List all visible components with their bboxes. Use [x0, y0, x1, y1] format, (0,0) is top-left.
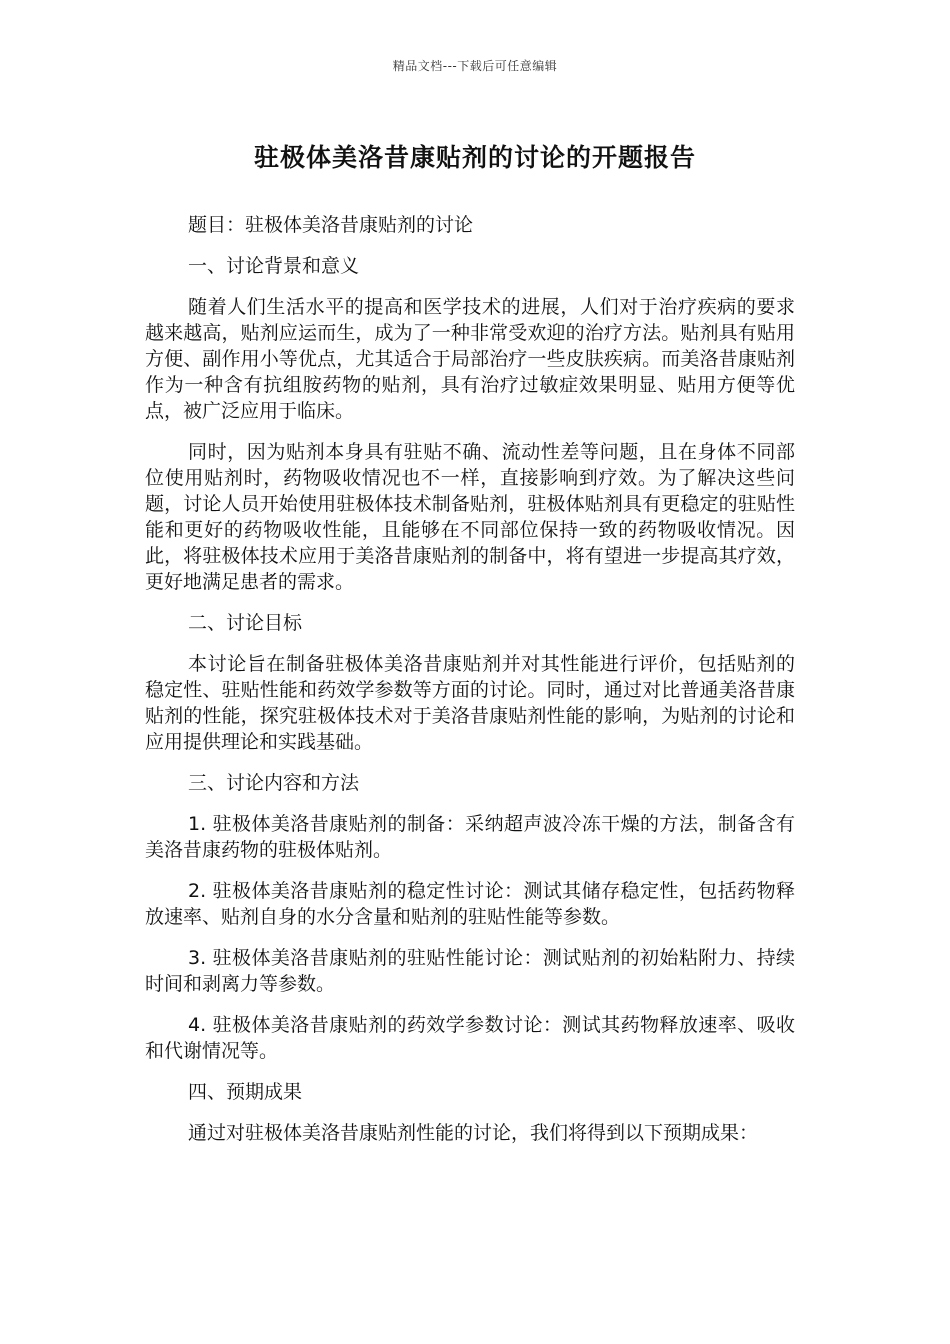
section-heading-objective: 二、讨论目标	[188, 612, 303, 634]
section-heading-methods: 三、讨论内容和方法	[188, 772, 360, 794]
methods-item-4: 4. 驻极体美洛昔康贴剂的药效学参数讨论：测试其药物释放速率、吸收和代谢情况等。	[145, 1014, 795, 1062]
methods-item-1: 1. 驻极体美洛昔康贴剂的制备：采纳超声波冷冻干燥的方法，制备含有美洛昔康药物的驻极体贴剂。	[145, 813, 795, 861]
outcomes-paragraph-1: 通过对驻极体美洛昔康贴剂性能的讨论，我们将得到以下预期成果：	[188, 1122, 759, 1144]
methods-item-2: 2. 驻极体美洛昔康贴剂的稳定性讨论：测试其储存稳定性，包括药物释放速率、贴剂自身的水分含量和贴剂的驻贴性能等参数。	[145, 880, 795, 928]
methods-item-3: 3. 驻极体美洛昔康贴剂的驻贴性能讨论：测试贴剂的初始粘附力、持续时间和剥离力等参数。	[145, 947, 795, 995]
topic-line: 题目：驻极体美洛昔康贴剂的讨论	[188, 214, 474, 236]
document-header-note: 精品文档---下载后可任意编辑	[392, 59, 558, 73]
document-title: 驻极体美洛昔康贴剂的讨论的开题报告	[253, 143, 696, 172]
background-paragraph-2: 同时，因为贴剂本身具有驻贴不确、流动性差等问题，且在身体不同部位使用贴剂时，药物吸收情况也不一样，直接影响到疗效。为了解决这些问题，讨论人员开始使用驻极体技术制备贴剂，驻极体贴剂具有更稳定的驻贴性能和更好的药物吸收性能，且能够在不同部位保持一致的药物吸收情况。因此，将驻极体技术应用于美洛昔康贴剂的制备中，将有望进一步提高其疗效，更好地满足患者的需求。	[145, 441, 795, 593]
section-heading-outcomes: 四、预期成果	[188, 1081, 303, 1103]
document-body	[145, 212, 795, 1161]
objective-paragraph-1: 本讨论旨在制备驻极体美洛昔康贴剂并对其性能进行评价，包括贴剂的稳定性、驻贴性能和药效学参数等方面的讨论。同时，通过对比普通美洛昔康贴剂的性能，探究驻极体技术对于美洛昔康贴剂性能的影响，为贴剂的讨论和应用提供理论和实践基础。	[145, 653, 795, 753]
background-paragraph-1: 随着人们生活水平的提高和医学技术的进展，人们对于治疗疾病的要求越来越高，贴剂应运而生，成为了一种非常受欢迎的治疗方法。贴剂具有贴用方便、副作用小等优点，尤其适合于局部治疗一些皮肤疾病。而美洛昔康贴剂作为一种含有抗组胺药物的贴剂，具有治疗过敏症效果明显、贴用方便等优点，被广泛应用于临床。	[145, 296, 795, 422]
section-heading-background: 一、讨论背景和意义	[188, 255, 360, 277]
